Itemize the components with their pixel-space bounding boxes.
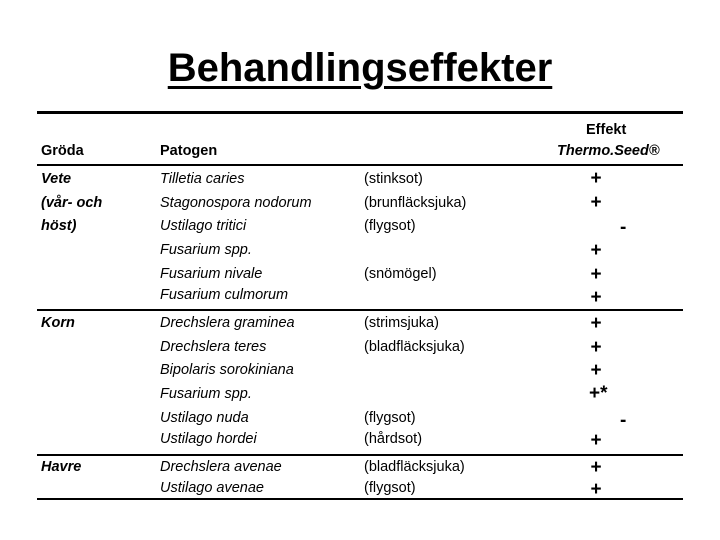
- pathogen-name: Fusarium spp.: [160, 242, 252, 258]
- effect-mark: +: [590, 430, 602, 451]
- pathogen-name: Drechslera teres: [160, 339, 267, 355]
- effect-mark: +: [590, 264, 602, 285]
- disease-name: (snömögel): [364, 266, 437, 282]
- group-divider-korn-havre: [37, 454, 683, 456]
- pathogen-name: Fusarium nivale: [160, 266, 263, 282]
- effect-mark: +: [590, 240, 602, 261]
- effect-mark: -: [620, 410, 627, 431]
- pathogen-name: Ustilago avenae: [160, 480, 264, 496]
- disease-name: (brunfläcksjuka): [364, 195, 467, 211]
- header-product: Thermo.Seed®: [557, 143, 660, 159]
- disease-name: (strimsjuka): [364, 315, 439, 331]
- disease-name: (bladfläcksjuka): [364, 339, 465, 355]
- disease-name: (hårdsot): [364, 431, 423, 447]
- effect-mark: +: [590, 313, 602, 334]
- crop-label: Vete: [41, 171, 72, 187]
- effect-mark: +: [590, 360, 602, 381]
- header-rule: [37, 164, 683, 166]
- disease-name: (bladfläcksjuka): [364, 459, 465, 475]
- pathogen-name: Fusarium spp.: [160, 386, 252, 402]
- pathogen-name: Drechslera avenae: [160, 459, 282, 475]
- effect-mark: +: [590, 192, 602, 213]
- page-title: Behandlingseffekter: [167, 46, 553, 90]
- table-top-rule: [37, 111, 683, 114]
- crop-label: (vår- och: [41, 195, 103, 211]
- group-divider-vete-korn: [37, 309, 683, 311]
- crop-label: Korn: [41, 315, 75, 331]
- pathogen-name: Drechslera graminea: [160, 315, 295, 331]
- pathogen-name: Fusarium culmorum: [160, 287, 289, 303]
- header-crop: Gröda: [41, 143, 84, 159]
- disease-name: (stinksot): [364, 171, 423, 187]
- crop-label: Havre: [41, 459, 82, 475]
- header-pathogen: Patogen: [160, 143, 218, 159]
- disease-name: (flygsot): [364, 218, 416, 234]
- disease-name: (flygsot): [364, 410, 416, 426]
- effect-mark: +: [590, 337, 602, 358]
- pathogen-name: Stagonospora nodorum: [160, 195, 312, 211]
- pathogen-name: Bipolaris sorokiniana: [160, 362, 294, 378]
- effect-mark: +: [590, 168, 602, 189]
- table-bottom-rule: [37, 498, 683, 500]
- pathogen-name: Ustilago tritici: [160, 218, 247, 234]
- crop-label: höst): [41, 218, 77, 234]
- disease-name: (flygsot): [364, 480, 416, 496]
- effect-mark: +: [590, 479, 602, 500]
- pathogen-name: Ustilago hordei: [160, 431, 257, 447]
- effect-mark: -: [620, 217, 627, 238]
- effect-mark: +: [590, 287, 602, 308]
- pathogen-name: Ustilago nuda: [160, 410, 249, 426]
- header-effect: Effekt: [586, 122, 627, 138]
- effect-mark: +: [590, 457, 602, 478]
- effect-mark: +*: [589, 383, 608, 404]
- pathogen-name: Tilletia caries: [160, 171, 245, 187]
